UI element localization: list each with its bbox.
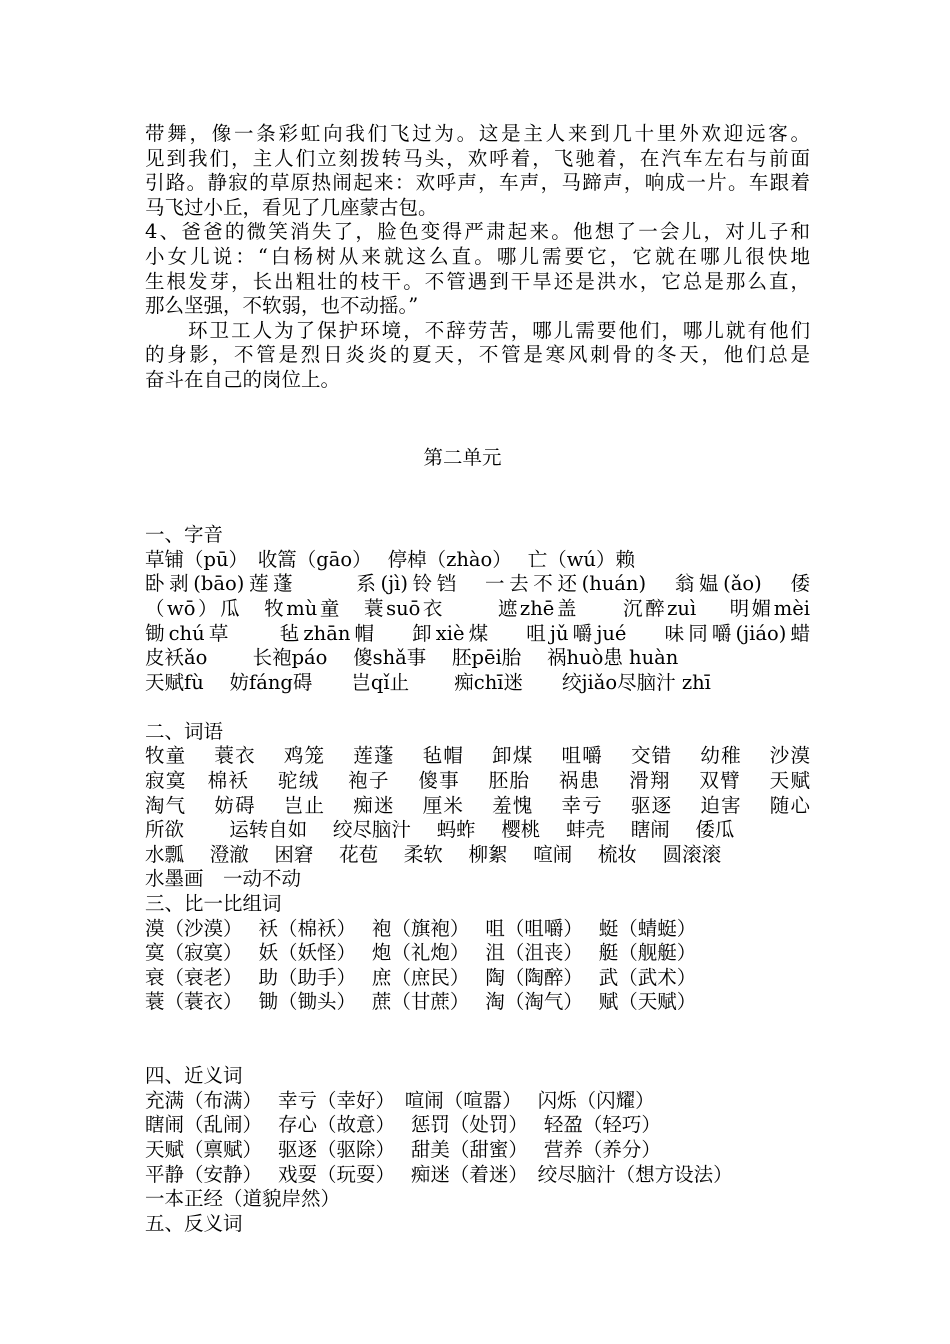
text-line: 皮袄ǎo 长袍páo 傻shǎ事 胚pēi胎 祸huò患 huàn — [145, 646, 679, 670]
section-words — [145, 720, 810, 892]
section-heading: 五、反义词 — [145, 1211, 243, 1235]
section-heading: 四、近义词 — [145, 1064, 243, 1088]
item-4-paragraph — [145, 220, 810, 318]
text-line: 锄chú草 毡zhān帽 卸xiè煤 咀jǔ嚼jué 味同嚼(jiáo)蜡 — [145, 621, 810, 645]
spacer — [145, 695, 810, 720]
text-line: 卧剥(bāo)莲蓬 系(jì)铃铛 一去不还(huán) 翁媪(ǎo) 倭 — [145, 572, 810, 596]
section-compare — [145, 892, 810, 1015]
intro-paragraph — [145, 122, 810, 220]
text-line: 的身影，不管是烈日炎炎的夏天，不管是寒风刺骨的冬天，他们总是 — [145, 343, 810, 367]
spacer — [145, 470, 810, 523]
sanitation-paragraph — [145, 319, 810, 393]
text-line: 马飞过小丘，看见了几座蒙古包。 — [145, 195, 438, 219]
text-line: （wō）瓜 牧mù童 蓑suō衣 遮zhē盖 沉醉zuì 明媚mèi — [145, 596, 810, 620]
text-line: 一本正经（道貌岸然） — [145, 1187, 341, 1211]
text-line: 衰（衰老） 助（助手） 庶（庶民） 陶（陶醉） 武（武术） — [145, 965, 697, 989]
section-heading: 三、比一比组词 — [145, 892, 282, 916]
text-line: 淘气 妨碍 岂止 痴迷 厘米 羞愧 幸亏 驱逐 迫害 随心 — [145, 793, 810, 817]
text-line: 奋斗在自己的岗位上。 — [145, 367, 341, 391]
page-content — [145, 122, 810, 1236]
text-line: 环卫工人为了保护环境，不辞劳苦，哪儿需要他们，哪儿就有他们 — [145, 318, 810, 342]
text-line: 漠（沙漠） 袄（棉袄） 袍（旗袍） 咀（咀嚼） 蜓（蜻蜓） — [145, 916, 697, 940]
text-line: 水瓢 澄澈 困窘 花苞 柔软 柳絮 喧闹 梳妆 圆滚滚 — [145, 842, 722, 866]
spacer — [145, 393, 810, 446]
section-heading: 二、词语 — [145, 719, 224, 743]
text-line: 带舞，像一条彩虹向我们飞过为。这是主人来到几十里外欢迎远客。 — [145, 122, 810, 145]
text-line: 蓑（蓑衣） 锄（锄头） 蔗（甘蔗） 淘（淘气） 赋（天赋） — [145, 990, 697, 1014]
text-line: 瞎闹（乱闹） 存心（故意） 惩罚（处罚） 轻盈（轻巧） — [145, 1113, 661, 1137]
text-line: 天赋（禀赋） 驱逐（驱除） 甜美（甜蜜） 营养（养分） — [145, 1137, 661, 1161]
text-line: 所欲 运转自如 绞尽脑汁 蚂蚱 樱桃 蚌壳 瞎闹 倭瓜 — [145, 818, 735, 842]
text-line: 天赋fù 妨fáng碍 岂qǐ止 痴chī迷 绞jiǎo尽脑汁 zhī — [145, 670, 711, 694]
section-heading: 一、字音 — [145, 523, 224, 547]
unit-title: 第二单元 — [423, 445, 502, 469]
section-synonyms — [145, 1064, 810, 1212]
text-line: 寞（寂寞） 妖（妖怪） 炮（礼炮） 沮（沮丧） 艇（舰艇） — [145, 941, 697, 965]
text-line: 水墨画 一动不动 — [145, 867, 302, 891]
text-line: 4、爸爸的微笑消失了，脸色变得严肃起来。他想了一会儿，对儿子和 — [145, 220, 810, 244]
text-line: 草铺（pū） 收篙（gāo） 停棹（zhào） 亡（wú）赖 — [145, 547, 635, 571]
text-line: 寂寞 棉袄 驼绒 袍子 傻事 胚胎 祸患 滑翔 双臂 天赋 — [145, 769, 810, 793]
text-line: 引路。静寂的草原热闹起来：欢呼声，车声，马蹄声，响成一片。车跟着 — [145, 171, 810, 195]
text-line: 平静（安静） 戏耍（玩耍） 痴迷（着迷） 绞尽脑汁（想方设法） — [145, 1162, 733, 1186]
text-line: 生根发芽，长出粗壮的枝干。不管遇到干旱还是洪水，它总是那么直， — [145, 269, 810, 293]
section-antonyms — [145, 1212, 810, 1237]
section-pronunciation — [145, 523, 810, 695]
text-line: 充满（布满） 幸亏（幸好） 喧闹（喧嚣） 闪烁（闪耀） — [145, 1088, 655, 1112]
text-line: 小女儿说：“白杨树从来就这么直。哪儿需要它，它就在哪儿很快地 — [145, 244, 810, 268]
text-line: 那么坚强，不软弱，也不动摇。” — [145, 294, 419, 318]
text-line: 见到我们，主人们立刻拨转马头，欢呼着，飞驰着，在汽车左右与前面 — [145, 146, 810, 170]
text-line: 牧童 蓑衣 鸡笼 莲蓬 毡帽 卸煤 咀嚼 交错 幼稚 沙漠 — [145, 744, 810, 768]
spacer — [145, 1015, 810, 1064]
